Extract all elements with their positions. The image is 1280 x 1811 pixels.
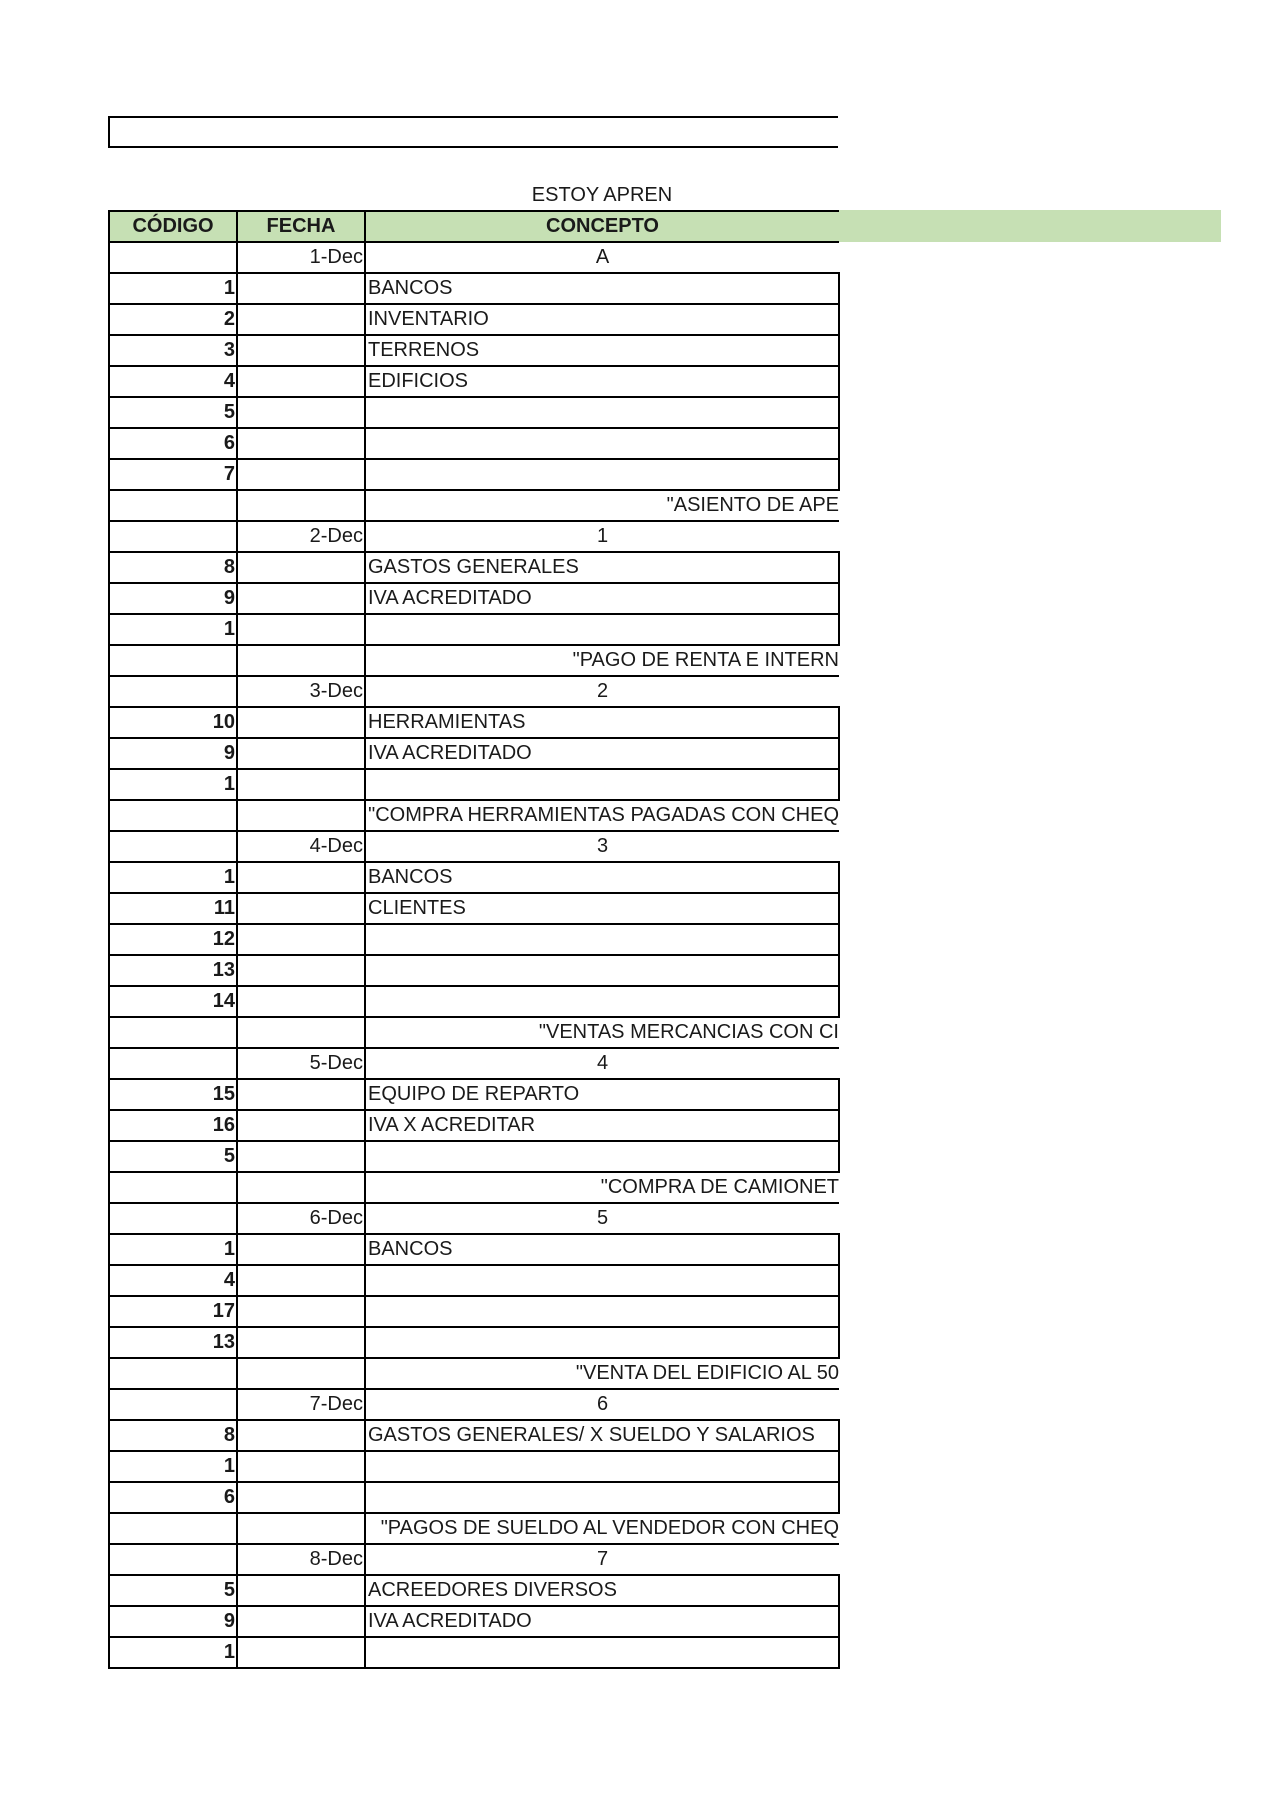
date-cell[interactable] (237, 1234, 365, 1265)
table-row (109, 273, 839, 304)
header-code[interactable]: CÓDIGO (109, 211, 237, 242)
account-code-cell[interactable] (109, 1048, 237, 1079)
date-cell[interactable] (237, 1296, 365, 1327)
account-code-cell[interactable] (109, 521, 237, 552)
date-cell[interactable] (237, 1141, 365, 1172)
concept-cell[interactable]: GASTOS GENERALES (365, 552, 839, 583)
date-cell[interactable]: 2-Dec (237, 521, 365, 552)
concept-cell[interactable]: TERRENOS (365, 335, 839, 366)
sheet-subtitle: ESTOY APREN (531, 184, 673, 206)
concept-cell[interactable] (365, 1451, 839, 1482)
table-row (109, 459, 839, 490)
table-row (109, 583, 839, 614)
concept-cell[interactable] (365, 1296, 839, 1327)
date-cell[interactable] (237, 1575, 365, 1606)
account-code-cell[interactable]: 9 (109, 1606, 237, 1637)
date-cell[interactable]: 6-Dec (237, 1203, 365, 1234)
entry-number-cell[interactable]: 5 (365, 1203, 839, 1234)
concept-cell[interactable]: IVA ACREDITADO (365, 1606, 839, 1637)
table-row (109, 304, 839, 335)
table-row (109, 1637, 839, 1668)
date-cell[interactable]: 5-Dec (237, 1048, 365, 1079)
entry-number-cell[interactable]: 4 (365, 1048, 839, 1079)
table-row (109, 428, 839, 459)
date-cell[interactable] (237, 1358, 365, 1389)
account-code-cell[interactable]: 5 (109, 397, 237, 428)
date-cell[interactable] (237, 1110, 365, 1141)
concept-cell[interactable] (365, 1327, 839, 1358)
table-row (109, 862, 839, 893)
date-cell[interactable]: 4-Dec (237, 831, 365, 862)
concept-cell[interactable]: GASTOS GENERALES/ X SUELDO Y SALARIOS (365, 1420, 839, 1451)
account-code-cell[interactable] (109, 676, 237, 707)
entry-number-cell[interactable]: 2 (365, 676, 839, 707)
date-cell[interactable] (237, 273, 365, 304)
date-cell[interactable] (237, 769, 365, 800)
date-cell[interactable] (237, 924, 365, 955)
table-row (109, 1513, 839, 1544)
concept-cell[interactable]: EQUIPO DE REPARTO (365, 1079, 839, 1110)
table-row (109, 1203, 839, 1234)
date-cell[interactable] (237, 397, 365, 428)
date-cell[interactable] (237, 1327, 365, 1358)
concept-cell[interactable] (365, 924, 839, 955)
account-code-cell[interactable]: 1 (109, 862, 237, 893)
entry-number-cell[interactable]: 1 (365, 521, 839, 552)
account-code-cell[interactable] (109, 645, 237, 676)
table-row (109, 1079, 839, 1110)
account-code-cell[interactable]: 16 (109, 1110, 237, 1141)
account-code-cell[interactable]: 1 (109, 273, 237, 304)
account-code-cell[interactable]: 1 (109, 1234, 237, 1265)
table-row (109, 1172, 839, 1203)
date-cell[interactable] (237, 1420, 365, 1451)
entry-note-cell[interactable]: "COMPRA DE CAMIONET (365, 1172, 839, 1203)
account-code-cell[interactable]: 17 (109, 1296, 237, 1327)
concept-cell[interactable]: HERRAMIENTAS (365, 707, 839, 738)
account-code-cell[interactable]: 13 (109, 1327, 237, 1358)
table-row (109, 1234, 839, 1265)
date-cell[interactable] (237, 707, 365, 738)
date-cell[interactable] (237, 428, 365, 459)
account-code-cell[interactable]: 13 (109, 955, 237, 986)
concept-cell[interactable] (365, 614, 839, 645)
date-cell[interactable] (237, 738, 365, 769)
table-row (109, 1141, 839, 1172)
account-code-cell[interactable]: 1 (109, 769, 237, 800)
entry-note-cell[interactable]: "VENTAS MERCANCIAS CON CI (365, 1017, 839, 1048)
table-row (109, 924, 839, 955)
table-row (109, 552, 839, 583)
table-row (109, 366, 839, 397)
concept-cell[interactable] (365, 955, 839, 986)
date-cell[interactable] (237, 862, 365, 893)
date-cell[interactable] (237, 986, 365, 1017)
table-row (109, 521, 839, 552)
date-cell[interactable] (237, 459, 365, 490)
table-row (109, 397, 839, 428)
date-cell[interactable] (237, 893, 365, 924)
account-code-cell[interactable]: 1 (109, 1637, 237, 1668)
header-date[interactable]: FECHA (237, 211, 365, 242)
account-code-cell[interactable]: 3 (109, 335, 237, 366)
concept-cell[interactable]: CLIENTES (365, 893, 839, 924)
account-code-cell[interactable] (109, 490, 237, 521)
header-row (109, 211, 839, 242)
account-code-cell[interactable]: 5 (109, 1575, 237, 1606)
account-code-cell[interactable] (109, 800, 237, 831)
table-row (109, 1358, 839, 1389)
table-row (109, 676, 839, 707)
entry-number-cell[interactable]: 7 (365, 1544, 839, 1575)
account-code-cell[interactable]: 7 (109, 459, 237, 490)
table-row (109, 1420, 839, 1451)
date-cell[interactable] (237, 614, 365, 645)
table-row (109, 800, 839, 831)
table-row (109, 1544, 839, 1575)
date-cell[interactable] (237, 1265, 365, 1296)
table-row (109, 1389, 839, 1420)
concept-cell[interactable]: INVENTARIO (365, 304, 839, 335)
table-row (109, 769, 839, 800)
account-code-cell[interactable]: 6 (109, 428, 237, 459)
date-cell[interactable] (237, 1513, 365, 1544)
account-code-cell[interactable]: 8 (109, 1420, 237, 1451)
table-row (109, 1451, 839, 1482)
concept-cell[interactable] (365, 428, 839, 459)
account-code-cell[interactable] (109, 831, 237, 862)
account-code-cell[interactable]: 12 (109, 924, 237, 955)
table-row (109, 1327, 839, 1358)
table-row (109, 738, 839, 769)
concept-cell[interactable]: EDIFICIOS (365, 366, 839, 397)
account-code-cell[interactable] (109, 1389, 237, 1420)
table-row (109, 490, 839, 521)
date-cell[interactable] (237, 1606, 365, 1637)
account-code-cell[interactable]: 6 (109, 1482, 237, 1513)
date-cell[interactable]: 8-Dec (237, 1544, 365, 1575)
account-code-cell[interactable]: 2 (109, 304, 237, 335)
date-cell[interactable] (237, 1451, 365, 1482)
journal-rows (109, 242, 839, 1668)
entry-number-cell[interactable]: 6 (365, 1389, 839, 1420)
journal-table (108, 210, 840, 1669)
account-code-cell[interactable]: 1 (109, 614, 237, 645)
concept-cell[interactable]: IVA ACREDITADO (365, 738, 839, 769)
table-row (109, 1575, 839, 1606)
date-cell[interactable] (237, 1172, 365, 1203)
entry-note-cell[interactable]: "PAGO DE RENTA E INTERN (365, 645, 839, 676)
table-row (109, 1265, 839, 1296)
concept-cell[interactable] (365, 459, 839, 490)
date-cell[interactable] (237, 552, 365, 583)
concept-cell[interactable]: IVA ACREDITADO (365, 583, 839, 614)
account-code-cell[interactable]: 8 (109, 552, 237, 583)
table-row (109, 707, 839, 738)
table-row (109, 335, 839, 366)
table-row (109, 242, 839, 273)
table-row (109, 986, 839, 1017)
date-cell[interactable] (237, 800, 365, 831)
table-row (109, 1296, 839, 1327)
account-code-cell[interactable]: 15 (109, 1079, 237, 1110)
date-cell[interactable] (237, 335, 365, 366)
concept-cell[interactable]: ACREEDORES DIVERSOS (365, 1575, 839, 1606)
concept-cell[interactable] (365, 1265, 839, 1296)
table-row (109, 1482, 839, 1513)
account-code-cell[interactable]: 11 (109, 893, 237, 924)
date-cell[interactable]: 1-Dec (237, 242, 365, 273)
account-code-cell[interactable] (109, 1172, 237, 1203)
date-cell[interactable] (237, 645, 365, 676)
account-code-cell[interactable]: 5 (109, 1141, 237, 1172)
account-code-cell[interactable] (109, 1544, 237, 1575)
date-cell[interactable] (237, 1079, 365, 1110)
date-cell[interactable] (237, 1637, 365, 1668)
date-cell[interactable] (237, 1017, 365, 1048)
date-cell[interactable] (237, 955, 365, 986)
date-cell[interactable] (237, 304, 365, 335)
header-concept[interactable]: CONCEPTO (365, 211, 839, 242)
concept-cell[interactable]: IVA X ACREDITAR (365, 1110, 839, 1141)
date-cell[interactable] (237, 1482, 365, 1513)
table-row (109, 614, 839, 645)
account-code-cell[interactable]: 9 (109, 738, 237, 769)
date-cell[interactable] (237, 490, 365, 521)
table-row (109, 1606, 839, 1637)
date-cell[interactable] (237, 583, 365, 614)
account-code-cell[interactable] (109, 1203, 237, 1234)
concept-cell[interactable] (365, 1141, 839, 1172)
date-cell[interactable]: 7-Dec (237, 1389, 365, 1420)
date-cell[interactable]: 3-Dec (237, 676, 365, 707)
account-code-cell[interactable]: 4 (109, 1265, 237, 1296)
concept-cell[interactable] (365, 986, 839, 1017)
table-row (109, 645, 839, 676)
account-code-cell[interactable] (109, 1513, 237, 1544)
table-row (109, 831, 839, 862)
table-row (109, 893, 839, 924)
entry-note-cell[interactable]: "ASIENTO DE APE (365, 490, 839, 521)
concept-cell[interactable] (365, 397, 839, 428)
account-code-cell[interactable]: 1 (109, 1451, 237, 1482)
concept-cell[interactable]: BANCOS (365, 862, 839, 893)
concept-cell[interactable] (365, 1637, 839, 1668)
date-cell[interactable] (237, 366, 365, 397)
account-code-cell[interactable]: 14 (109, 986, 237, 1017)
entry-number-cell[interactable]: A (365, 242, 839, 273)
concept-cell[interactable] (365, 769, 839, 800)
concept-cell[interactable]: BANCOS (365, 273, 839, 304)
account-code-cell[interactable]: 10 (109, 707, 237, 738)
entry-note-cell[interactable]: "VENTA DEL EDIFICIO AL 50 (365, 1358, 839, 1389)
table-row (109, 1110, 839, 1141)
table-row (109, 1017, 839, 1048)
concept-cell[interactable] (365, 1482, 839, 1513)
account-code-cell[interactable] (109, 1017, 237, 1048)
table-row (109, 955, 839, 986)
entry-note-cell[interactable]: "COMPRA HERRAMIENTAS PAGADAS CON CHEQ (365, 800, 839, 831)
account-code-cell[interactable] (109, 242, 237, 273)
table-row (109, 1048, 839, 1079)
account-code-cell[interactable] (109, 1358, 237, 1389)
entry-note-cell[interactable]: "PAGOS DE SUELDO AL VENDEDOR CON CHEQ (365, 1513, 839, 1544)
concept-cell[interactable]: BANCOS (365, 1234, 839, 1265)
entry-number-cell[interactable]: 3 (365, 831, 839, 862)
account-code-cell[interactable]: 9 (109, 583, 237, 614)
title-cell-box[interactable] (108, 116, 838, 148)
account-code-cell[interactable]: 4 (109, 366, 237, 397)
